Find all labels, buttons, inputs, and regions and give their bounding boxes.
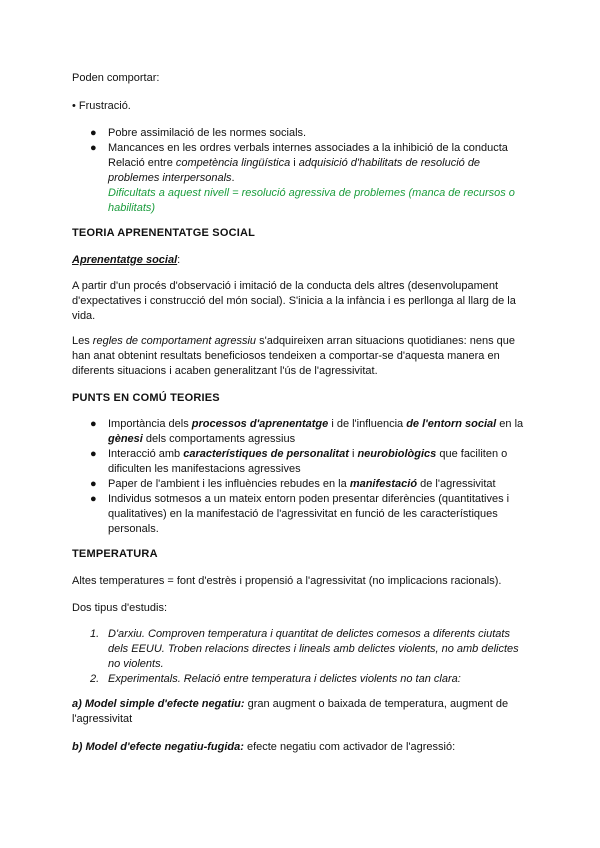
intro-text: Poden comportar:: [72, 72, 160, 84]
green-note: Dificultats a aquest nivell = resolució agressiva de problemes (manca de recursos o habilitats): [108, 187, 515, 214]
model-b: b) Model d'efecte negatiu-fugida: efecte negatiu com activador de l'agressió:: [72, 741, 456, 753]
list-item: 1. D'arxiu. Comproven temperatura i quantitat de delictes comesos a diferents ciutats dels EEUU. Troben relacions directes i lineals amb delictes violents, no amb delictes no violents.: [90, 628, 519, 670]
paragraph-temperatura-1: Altes temperatures = font d'estrès i propensió a l'agressivitat (no implicacions racionals).: [72, 575, 502, 587]
paragraph-teoria-2: Les regles de comportament agressiu s'adquireixen arran situacions quotidianes: nens que han anat obtenint resultats beneficiosos tendeixen a comportar-se d'aquesta manera en diferents situacions i acaben generalitzant l'ús de l'agressivitat.: [72, 335, 515, 377]
punts-list: [90, 417, 528, 537]
list-item: ● Paper de l'ambient i les influències rebudes en la manifestació de l'agressivitat: [90, 478, 496, 490]
list-item: ● Interacció amb característiques de personalitat i neurobiològics que faciliten o dificulten les manifestacions agressives: [90, 448, 508, 475]
heading-punts: PUNTS EN COMÚ TEORIES: [72, 392, 220, 404]
bullet-icon: ●: [90, 418, 97, 430]
bullet-icon: ●: [90, 493, 97, 505]
heading-temperatura: TEMPERATURA: [72, 548, 158, 560]
model-a: a) Model simple d'efecte negatiu: gran augment o baixada de temperatura, augment de l'agressivitat: [72, 698, 509, 725]
heading-teoria: TEORIA APRENENTATGE SOCIAL: [72, 227, 256, 239]
list-item: ● Individus sotmesos a un mateix entorn poden presentar diferències (quantitatives i qualitatives) en la manifestació de l'agressivitat en funció de les característiques personals.: [90, 493, 510, 535]
frustration-item: • Frustració.: [72, 100, 131, 112]
bullet-icon: ●: [90, 448, 97, 460]
studies-list: [90, 627, 528, 687]
bullet-icon: ●: [90, 478, 97, 490]
bullet-icon: ●: [90, 142, 97, 154]
list-item: ● Mancances en les ordres verbals internes associades a la inhibició de la conducta Relació entre competència lingüística i adquisició d'habilitats de resolució de problemes interpersonals. Dificultats a aquest nivell = resolució agressiva de problemes (manca de recursos o habilitats): [90, 142, 515, 214]
list-item: ● Pobre assimilació de les normes socials.: [90, 127, 307, 139]
paragraph-temperatura-2: Dos tipus d'estudis:: [72, 602, 168, 614]
list-item: ● Importància dels processos d'aprenentatge i de l'influencia de l'entorn social en la gènesi dels comportaments agressius: [90, 418, 524, 445]
subheading-aprenentatge: Aprenentatge social:: [72, 254, 181, 266]
paragraph-teoria-1: A partir d'un procés d'observació i imitació de la conducta dels altres (desenvolupament d'expectatives i construcció del món social). S'inicia a la infància i es perllonga al llarg de la vida.: [72, 280, 516, 322]
list-item: 2. Experimentals. Relació entre temperatura i delictes violents no tan clara:: [90, 673, 461, 685]
bullet-icon: ●: [90, 127, 97, 139]
consequences-list: [90, 126, 528, 216]
